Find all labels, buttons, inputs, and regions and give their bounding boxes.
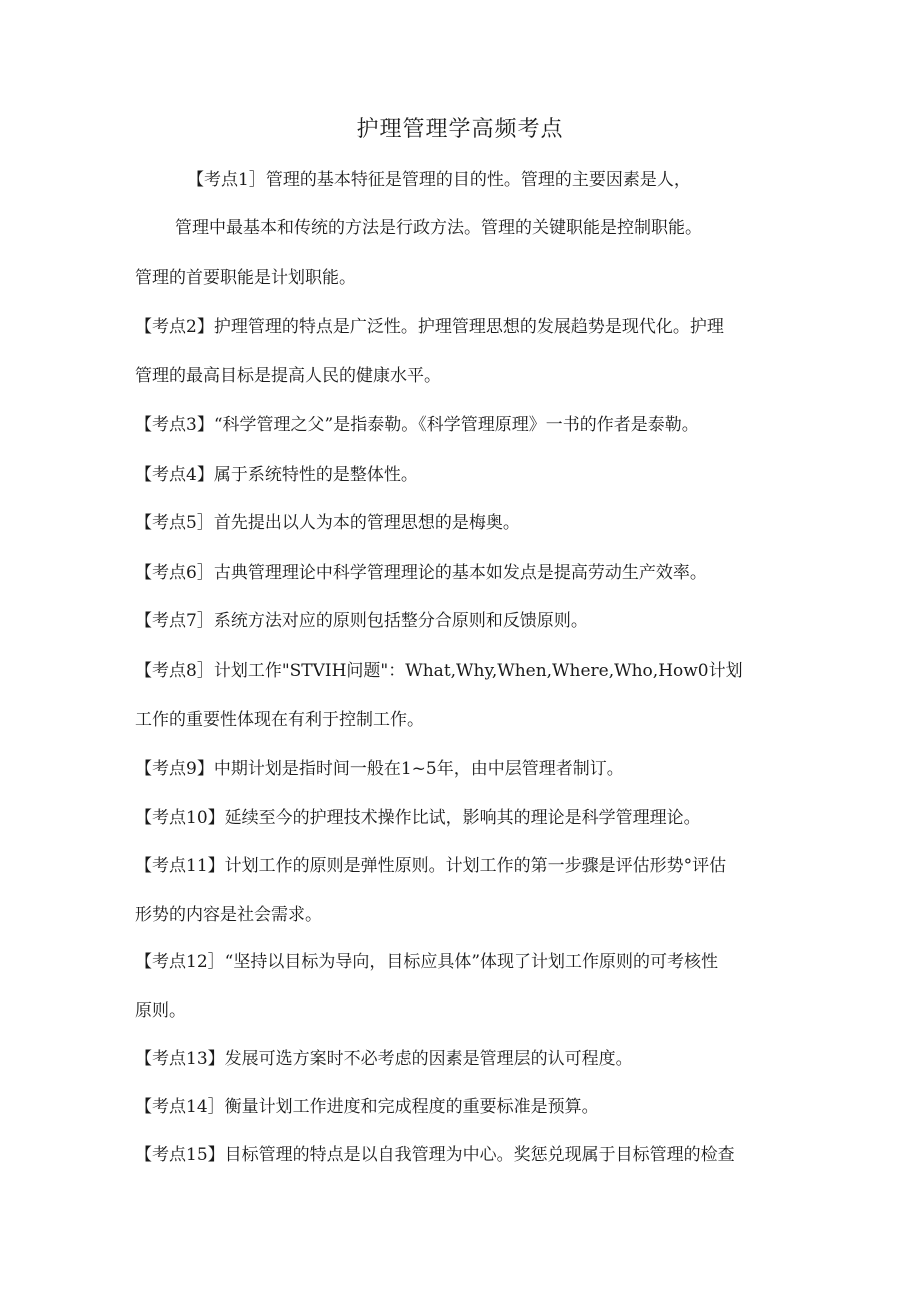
text-line: 【考点4】属于系统特性的是整体性。 <box>135 465 418 485</box>
text-line: 原则。 <box>135 1001 186 1021</box>
text-line: 【考点7］系统方法对应的原则包括整分合原则和反馈原则。 <box>135 611 588 631</box>
text-line: 【考点15】目标管理的特点是以自我管理为中心。奖惩兑现属于目标管理的检查 <box>135 1145 735 1165</box>
text-line: 形势的内容是社会需求。 <box>135 905 322 925</box>
text-line: 【考点10】延续至今的护理技术操作比试，影响其的理论是科学管理理论。 <box>135 808 701 828</box>
text-line: 【考点2】护理管理的特点是广泛性。护理管理思想的发展趋势是现代化。护理 <box>135 317 724 337</box>
text-line: 【考点8］计划工作"STVIH问题"：What,Why,When,Where,Who,How0计划 <box>135 661 743 681</box>
text-line: 【考点12］“坚持以目标为导向，目标应具体”体现了计划工作原则的可考核性 <box>135 952 719 972</box>
text-line: 【考点1］管理的基本特征是管理的目的性。管理的主要因素是人， <box>187 170 691 190</box>
text-line: 【考点5］首先提出以人为本的管理思想的是梅奥。 <box>135 513 520 533</box>
document-title: 护理管理学高频考点 <box>356 117 564 142</box>
text-line: 管理的首要职能是计划职能。 <box>135 268 356 288</box>
text-line: 【考点11】计划工作的原则是弹性原则。计划工作的第一步骤是评估形势°评估 <box>135 856 727 876</box>
text-line: 管理的最高目标是提高人民的健康水平。 <box>135 366 441 386</box>
text-line: 工作的重要性体现在有利于控制工作。 <box>135 710 424 730</box>
text-line: 【考点14］衡量计划工作进度和完成程度的重要标准是预算。 <box>135 1097 599 1117</box>
text-line: 管理中最基本和传统的方法是行政方法。管理的关键职能是控制职能。 <box>175 218 702 238</box>
text-line: 【考点13】发展可选方案时不必考虑的因素是管理层的认可程度。 <box>135 1049 633 1069</box>
text-line: 【考点9】中期计划是指时间一般在1~5年，由中层管理者制订。 <box>135 759 624 779</box>
text-line: 【考点6］古典管理理论中科学管理理论的基本如发点是提高劳动生产效率。 <box>135 563 707 583</box>
text-line: 【考点3】“科学管理之父”是指泰勒。《科学管理原理》一书的作者是泰勒。 <box>135 415 699 435</box>
